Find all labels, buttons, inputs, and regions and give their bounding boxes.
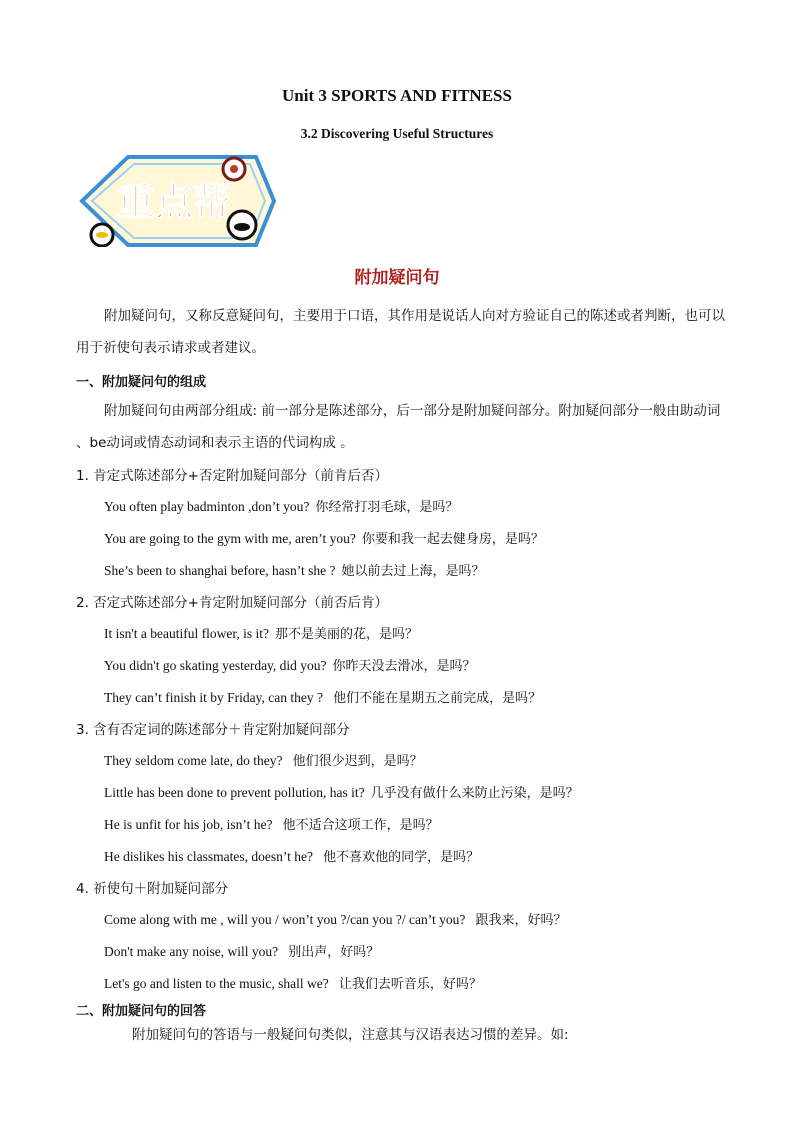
example-sentence [104, 623, 418, 642]
example-zh: 你要和我一起去健身房，是吗？ [361, 532, 544, 547]
logo-text: 重点帮 [116, 180, 232, 224]
example-en: She’s been to shanghai before, hasn’t she ? [104, 563, 336, 578]
example-sentence [104, 941, 379, 960]
example-zh: 他们很少迟到，是吗？ [288, 754, 423, 769]
example-zh: 几乎没有做什么来防止污染，是吗？ [370, 786, 579, 801]
example-en: He dislikes his classmates, doesn’t he? [104, 849, 313, 864]
example-sentence [104, 909, 566, 928]
example-en: Come along with me , will you / won’t you ?/can you ?/ can’t you? [104, 912, 466, 927]
part2-description [76, 1020, 726, 1050]
example-sentence [104, 846, 479, 865]
example-zh: 跟我来，好吗？ [471, 913, 567, 928]
example-en: They seldom come late, do they? [104, 753, 283, 768]
group-title: 3. 含有否定词的陈述部分＋肯定附加疑问部分 [76, 722, 350, 738]
example-en: They can’t finish it by Friday, can they ? [104, 690, 323, 705]
example-sentence [104, 973, 482, 992]
group-title: 4. 祈使句＋附加疑问部分 [76, 881, 229, 897]
example-zh: 你昨天没去滑冰，是吗？ [332, 659, 476, 674]
example-en: Don't make any noise, will you? [104, 944, 279, 959]
part1-description [76, 395, 726, 459]
example-en: Little has been done to prevent pollution, has it? [104, 785, 365, 800]
intro-paragraph [76, 300, 726, 364]
badge-logo-icon [74, 155, 284, 247]
part2-heading: 二、附加疑问句的回答 [76, 1004, 207, 1019]
example-en: Let's go and listen to the music, shall we? [104, 976, 329, 991]
example-zh: 他不喜欢他的同学，是吗？ [318, 850, 480, 865]
example-en: He is unfit for his job, isn’t he? [104, 817, 273, 832]
example-sentence [104, 782, 579, 801]
lesson-subtitle: 3.2 Discovering Useful Structures [300, 126, 494, 141]
example-sentence [104, 560, 484, 579]
example-en: You are going to the gym with me, aren’t you? [104, 531, 356, 546]
part1-desc-text: 附加疑问句由两部分组成: 前一部分是陈述部分，后一部分是附加疑问部分。附加疑问部分一般由助动词 、be动词或情态动词和表示主语的代词构成 。 [76, 403, 721, 451]
example-en: It isn't a beautiful flower, is it? [104, 626, 269, 641]
example-sentence [104, 814, 439, 833]
example-zh: 他们不能在星期五之前完成，是吗？ [328, 691, 542, 706]
part2-desc-text: 附加疑问句的答语与一般疑问句类似，注意其与汉语表达习惯的差异。如: [132, 1027, 569, 1043]
example-sentence [104, 687, 541, 706]
example-sentence [104, 496, 458, 515]
part1-heading: 一、附加疑问句的组成 [76, 375, 207, 390]
intro-text: 附加疑问句，又称反意疑问句，主要用于口语，其作用是说话人向对方验证自己的陈述或者判断，也可以用于祈使句表示请求或者建议。 [76, 308, 725, 356]
example-zh: 你经常打羽毛球，是吗？ [315, 500, 459, 515]
example-en: You often play badminton ,don’t you? [104, 499, 310, 514]
unit-title: Unit 3 SPORTS AND FITNESS [282, 86, 512, 105]
example-zh: 他不适合这项工作，是吗？ [278, 818, 439, 833]
group-title: 1. 肯定式陈述部分+否定附加疑问部分（前肯后否） [76, 468, 388, 484]
example-sentence [104, 655, 476, 674]
example-sentence [104, 750, 423, 769]
example-zh: 让我们去听音乐，好吗？ [334, 977, 482, 992]
example-zh: 她以前去过上海，是吗？ [341, 564, 485, 579]
logo [74, 155, 284, 247]
example-en: You didn't go skating yesterday, did you? [104, 658, 327, 673]
section-title: 附加疑问句 [354, 268, 440, 288]
group-title: 2. 否定式陈述部分+肯定附加疑问部分（前否后肯） [76, 595, 388, 611]
example-zh: 别出声，好吗？ [284, 945, 380, 960]
example-sentence [104, 528, 544, 547]
example-zh: 那不是美丽的花，是吗？ [274, 627, 418, 642]
